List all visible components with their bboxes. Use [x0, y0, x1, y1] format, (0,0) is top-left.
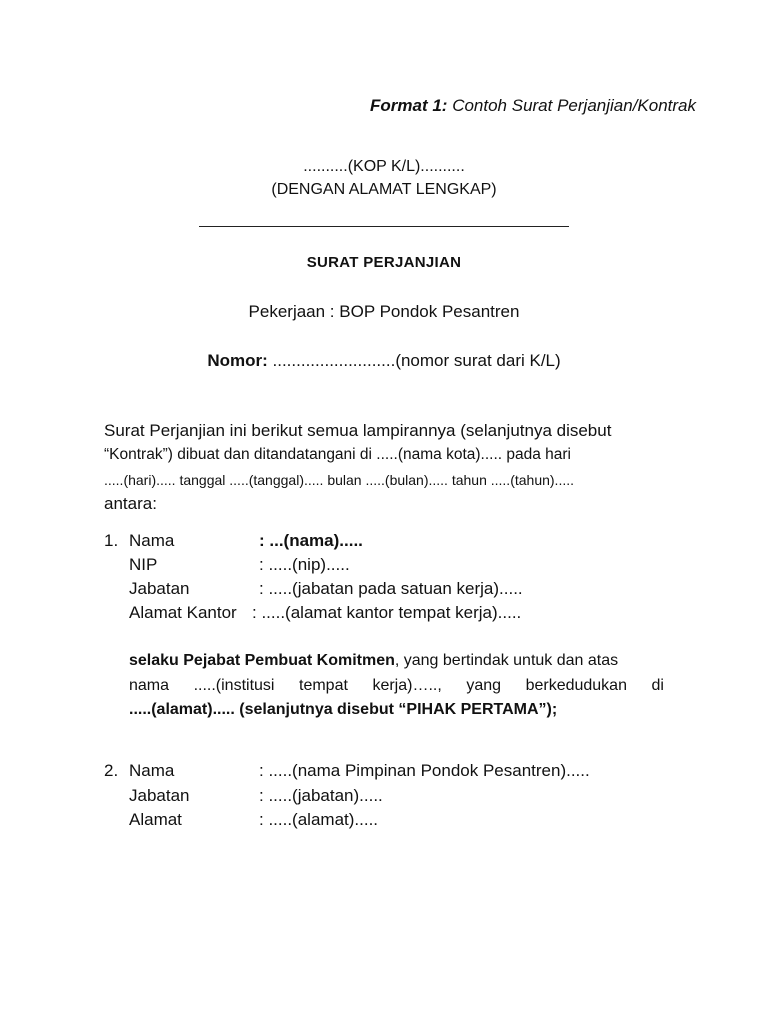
role-word: di [651, 677, 664, 694]
role-word: berkedudukan [525, 677, 627, 694]
intro-line-4: antara: [104, 494, 157, 513]
party1-nip-value: : .....(nip)..... [259, 555, 350, 574]
party1-jabatan-value: : .....(jabatan pada satuan kerja)..... [259, 579, 523, 598]
format-label: Format 1: [369, 96, 448, 115]
role-word: .....(institusi [193, 677, 275, 694]
nomor-line [0, 351, 768, 371]
nomor-value: ..........................(nomor surat dari K/L) [272, 351, 561, 370]
party2-name-label: Nama [129, 761, 175, 780]
role-word: yang [466, 677, 502, 694]
party2-number: 2. [104, 761, 119, 780]
party1-role-line-1 [129, 652, 618, 670]
intro-line-3: .....(hari)..... tanggal .....(tanggal)..... bulan .....(bulan)..... tahun .....(tahun)..... [104, 472, 575, 488]
kop-line: ..........(KOP K/L).......... [303, 158, 465, 175]
party2-alamat-value: : .....(alamat)..... [259, 810, 379, 829]
party1-alamat-value: : .....(alamat kantor tempat kerja)..... [252, 603, 522, 622]
role-word: nama [129, 677, 170, 694]
party1-role-rest: , yang bertindak untuk dan atas [394, 652, 619, 669]
header-divider [199, 226, 569, 227]
party1-role-line-2 [129, 677, 664, 695]
nomor-label: Nomor: [207, 351, 268, 370]
document-title: SURAT PERJANJIAN [306, 254, 462, 271]
party1-alamat-label: Alamat Kantor [129, 603, 237, 622]
pekerjaan-line: Pekerjaan : BOP Pondok Pesantren [248, 302, 520, 321]
role-word: tempat [299, 677, 348, 694]
party1-name-value: : ...(nama)..... [259, 531, 363, 550]
party1-name-label: Nama [129, 531, 175, 550]
party2-alamat-label: Alamat [129, 810, 182, 829]
format-title: Contoh Surat Perjanjian/Kontrak [452, 96, 696, 115]
party2-jabatan-label: Jabatan [129, 786, 190, 805]
party1-role-bold: selaku Pejabat Pembuat Komitmen [129, 652, 395, 669]
format-heading [0, 96, 696, 116]
address-line: (DENGAN ALAMAT LENGKAP) [271, 181, 497, 198]
party2-name-value: : .....(nama Pimpinan Pondok Pesantren)..... [259, 761, 590, 780]
intro-line-2: “Kontrak”) dibuat dan ditandatangani di .....(nama kota)..... pada hari [104, 446, 571, 463]
party1-role-line-3: .....(alamat)..... (selanjutnya disebut “PIHAK PERTAMA”); [129, 701, 558, 718]
party1-jabatan-label: Jabatan [129, 579, 190, 598]
party2-jabatan-value: : .....(jabatan)..... [259, 786, 383, 805]
party1-nip-label: NIP [129, 555, 158, 574]
party1-number: 1. [104, 531, 119, 550]
role-word: kerja)….., [372, 677, 442, 694]
intro-line-1: Surat Perjanjian ini berikut semua lampirannya (selanjutnya disebut [104, 421, 612, 440]
